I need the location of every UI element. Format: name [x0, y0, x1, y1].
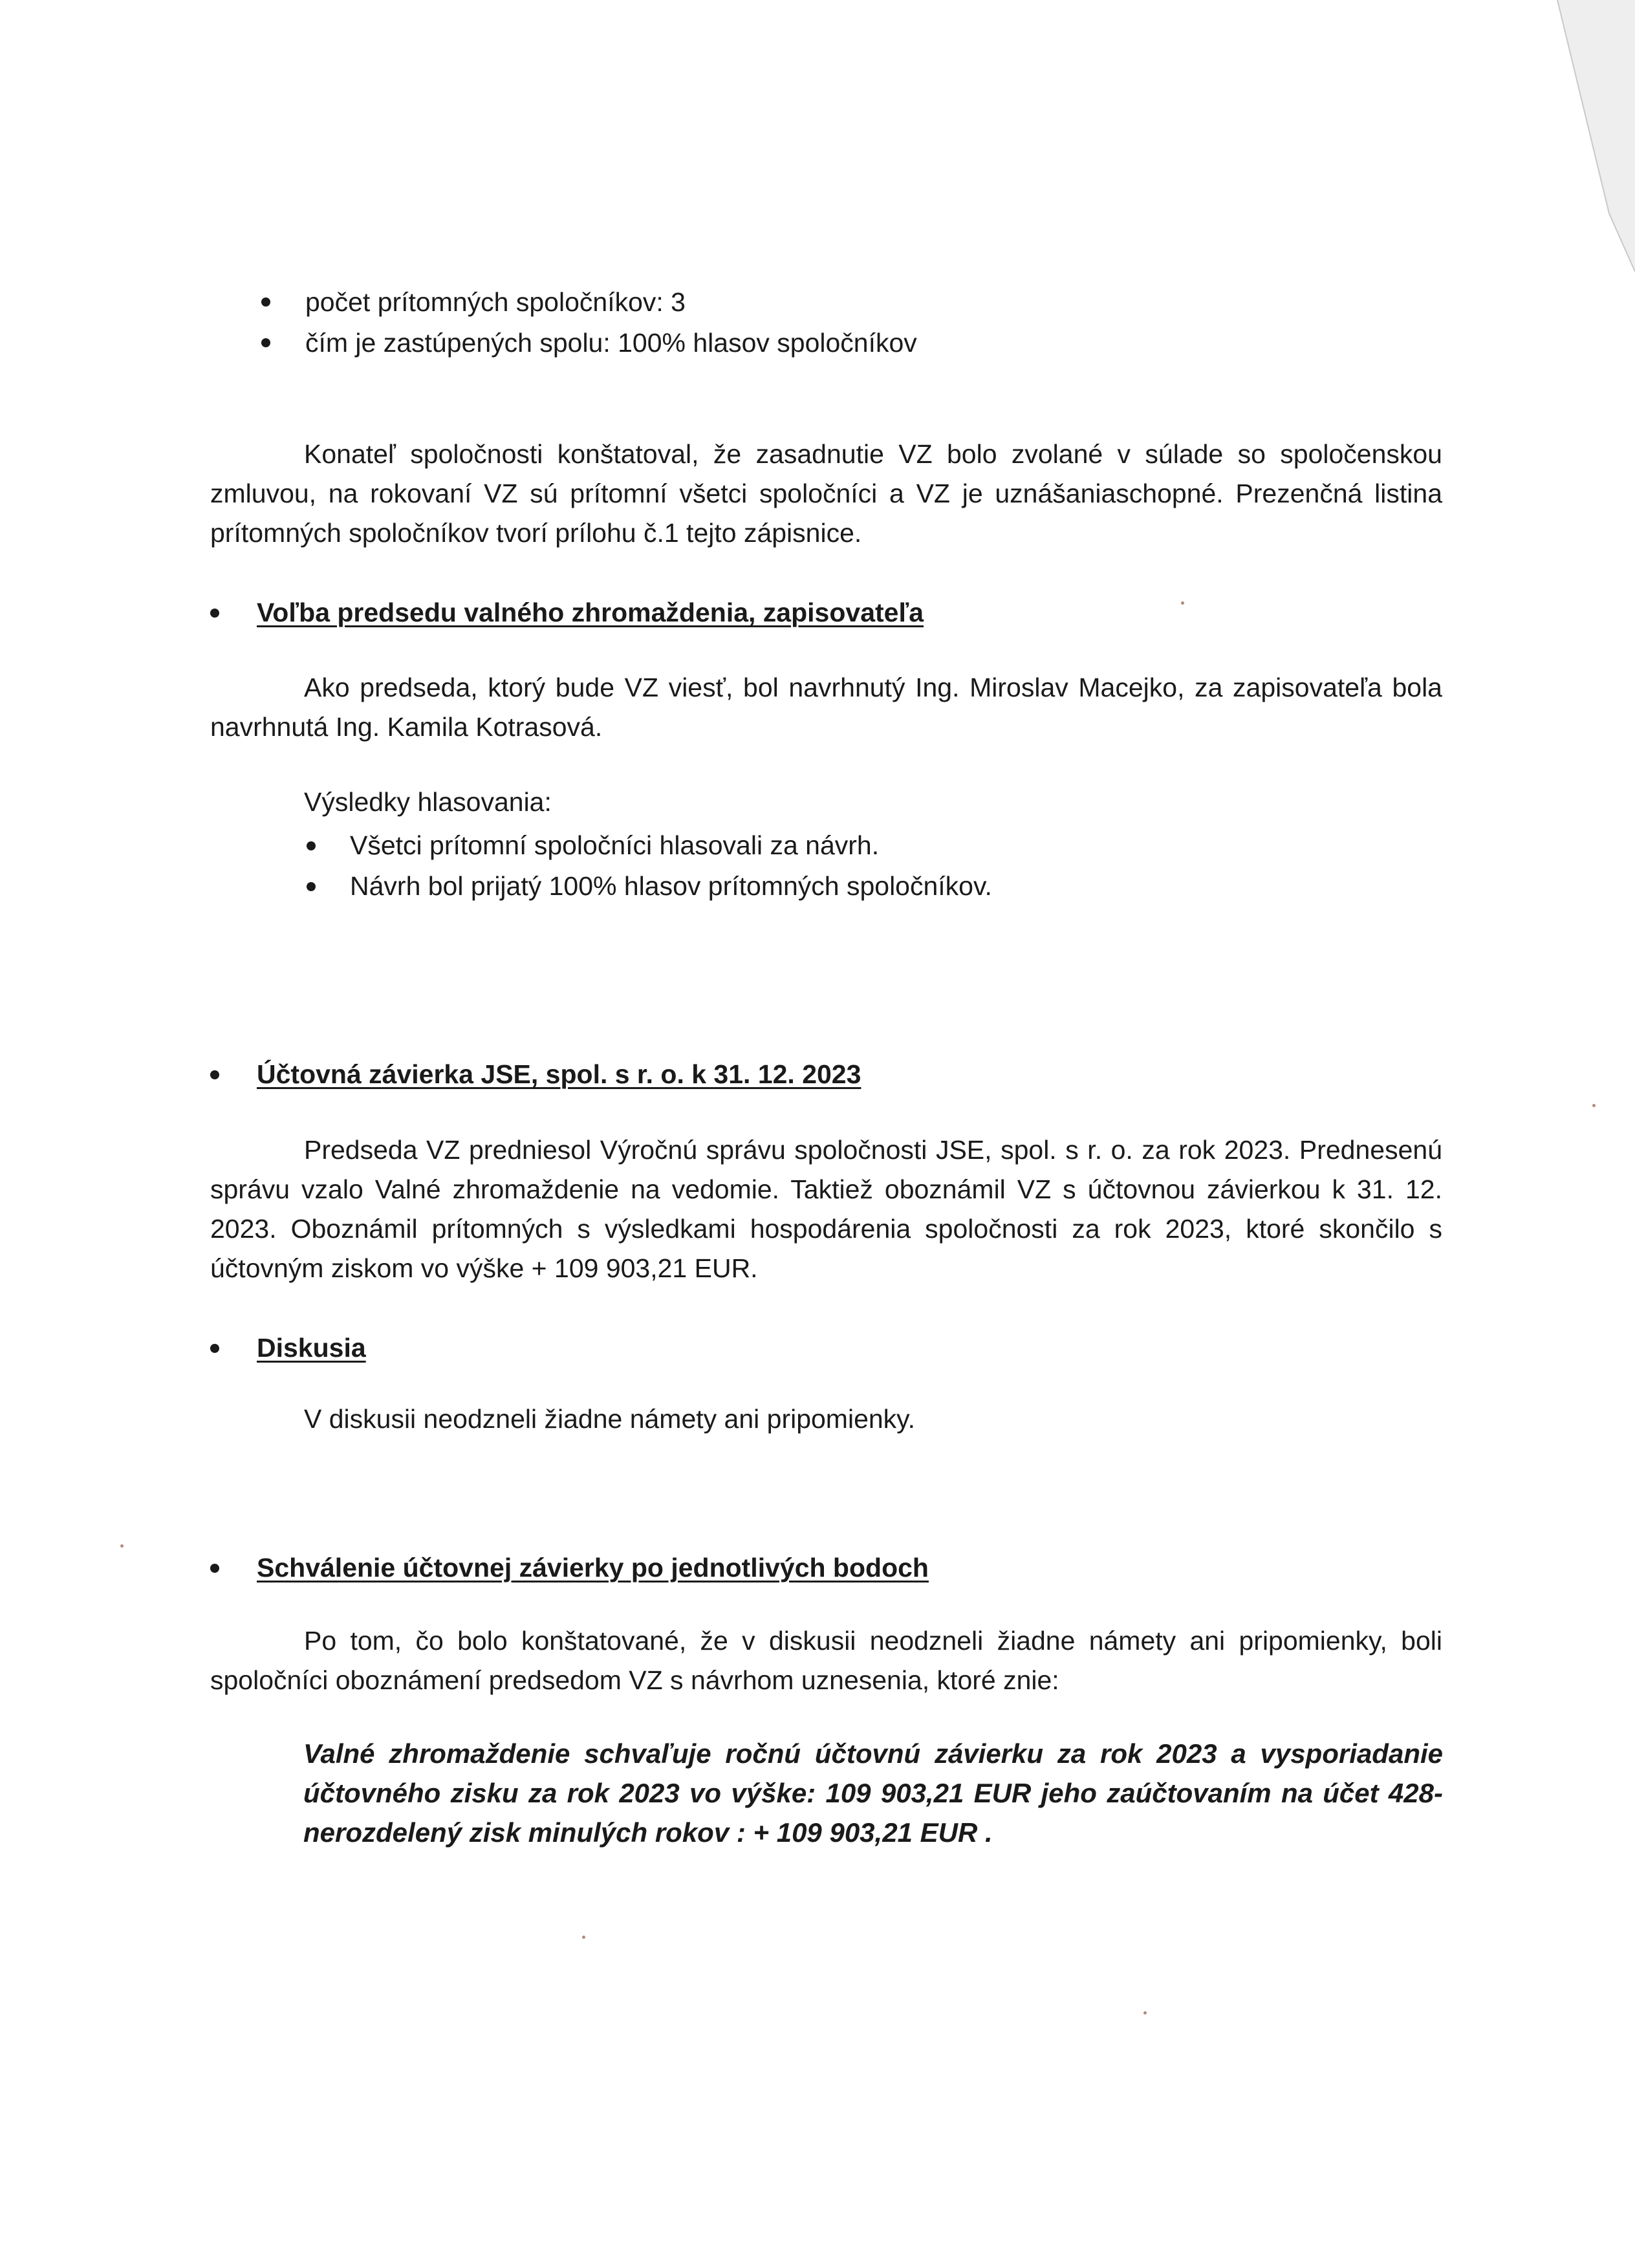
scan-speck [120, 1544, 124, 1548]
bullet-dot [210, 1070, 219, 1079]
resolution-text: Valné zhromaždenie schvaľuje ročnú účtovnú závierku za rok 2023 a vysporiadanie účtovného zisku za rok 2023 vo výške: 109 903,21 EUR jeho zaúčtovaním na účet 428- nerozdelený zisk minulých rokov : + 109 903,21 EUR . [303, 1738, 1443, 1848]
voting-result-item: Všetci prítomní spoločníci hlasovali za návrh. [350, 830, 880, 860]
heading-approval: Schválenie účtovnej závierky po jednotlivých bodoch [257, 1553, 929, 1582]
paragraph-discussion: V diskusii neodzneli žiadne námety ani pripomienky. [304, 1404, 916, 1434]
scan-speck [1143, 2011, 1147, 2014]
heading-election: Voľba predsedu valného zhromaždenia, zapisovateľa [257, 598, 924, 627]
bullet-dot [210, 1344, 219, 1353]
bullet-dot [307, 841, 316, 850]
intro-bullet-votes-share: čím je zastúpených spolu: 100% hlasov spoločníkov [305, 328, 917, 358]
scan-speck [582, 1936, 585, 1939]
voting-results-label: Výsledky hlasovania: [304, 787, 552, 817]
paragraph-financial-statements: Predseda VZ predniesol Výročnú správu spoločnosti JSE, spol. s r. o. za rok 2023. Prednesenú správu vzalo Valné zhromaždenie na vedomie. Taktiež oboznámil VZ s účtovnou závierkou k 31. 12. 2023. Oboznámil prítomných s výsledkami hospodárenia spoločnosti za rok 2023, ktoré skončilo s účtovným ziskom vo výške + 109 903,21 EUR. [210, 1135, 1442, 1283]
bullet-dot [210, 609, 219, 618]
heading-financial-statements: Účtovná závierka JSE, spol. s r. o. k 31. 12. 2023 [257, 1059, 861, 1089]
paragraph-quorum: Konateľ spoločnosti konštatoval, že zasadnutie VZ bolo zvolané v súlade so spoločenskou zmluvou, na rokovaní VZ sú prítomní všetci spoločníci a VZ je uznášaniaschopné. Prezenčná listina prítomných spoločníkov tvorí prílohu č.1 tejto zápisnice. [210, 439, 1442, 548]
scan-edge-shadow [1532, 0, 1635, 2268]
paragraph-approval: Po tom, čo bolo konštatované, že v diskusii neodzneli žiadne námety ani pripomienky, boli spoločníci oboznámení predsedom VZ s návrhom uznesenia, ktoré znie: [210, 1626, 1442, 1695]
bullet-dot [261, 338, 270, 347]
paragraph-election: Ako predseda, ktorý bude VZ viesť, bol navrhnutý Ing. Miroslav Macejko, za zapisovateľa bola navrhnutá Ing. Kamila Kotrasová. [210, 673, 1442, 742]
bullet-dot [210, 1564, 219, 1573]
scan-speck [1592, 1104, 1596, 1107]
heading-discussion: Diskusia [257, 1333, 366, 1363]
scan-speck [1181, 601, 1184, 605]
voting-result-item: Návrh bol prijatý 100% hlasov prítomných spoločníkov. [350, 871, 992, 901]
intro-bullet-partners-count: počet prítomných spoločníkov: 3 [305, 287, 686, 317]
bullet-dot [261, 297, 270, 307]
bullet-dot [307, 882, 316, 891]
